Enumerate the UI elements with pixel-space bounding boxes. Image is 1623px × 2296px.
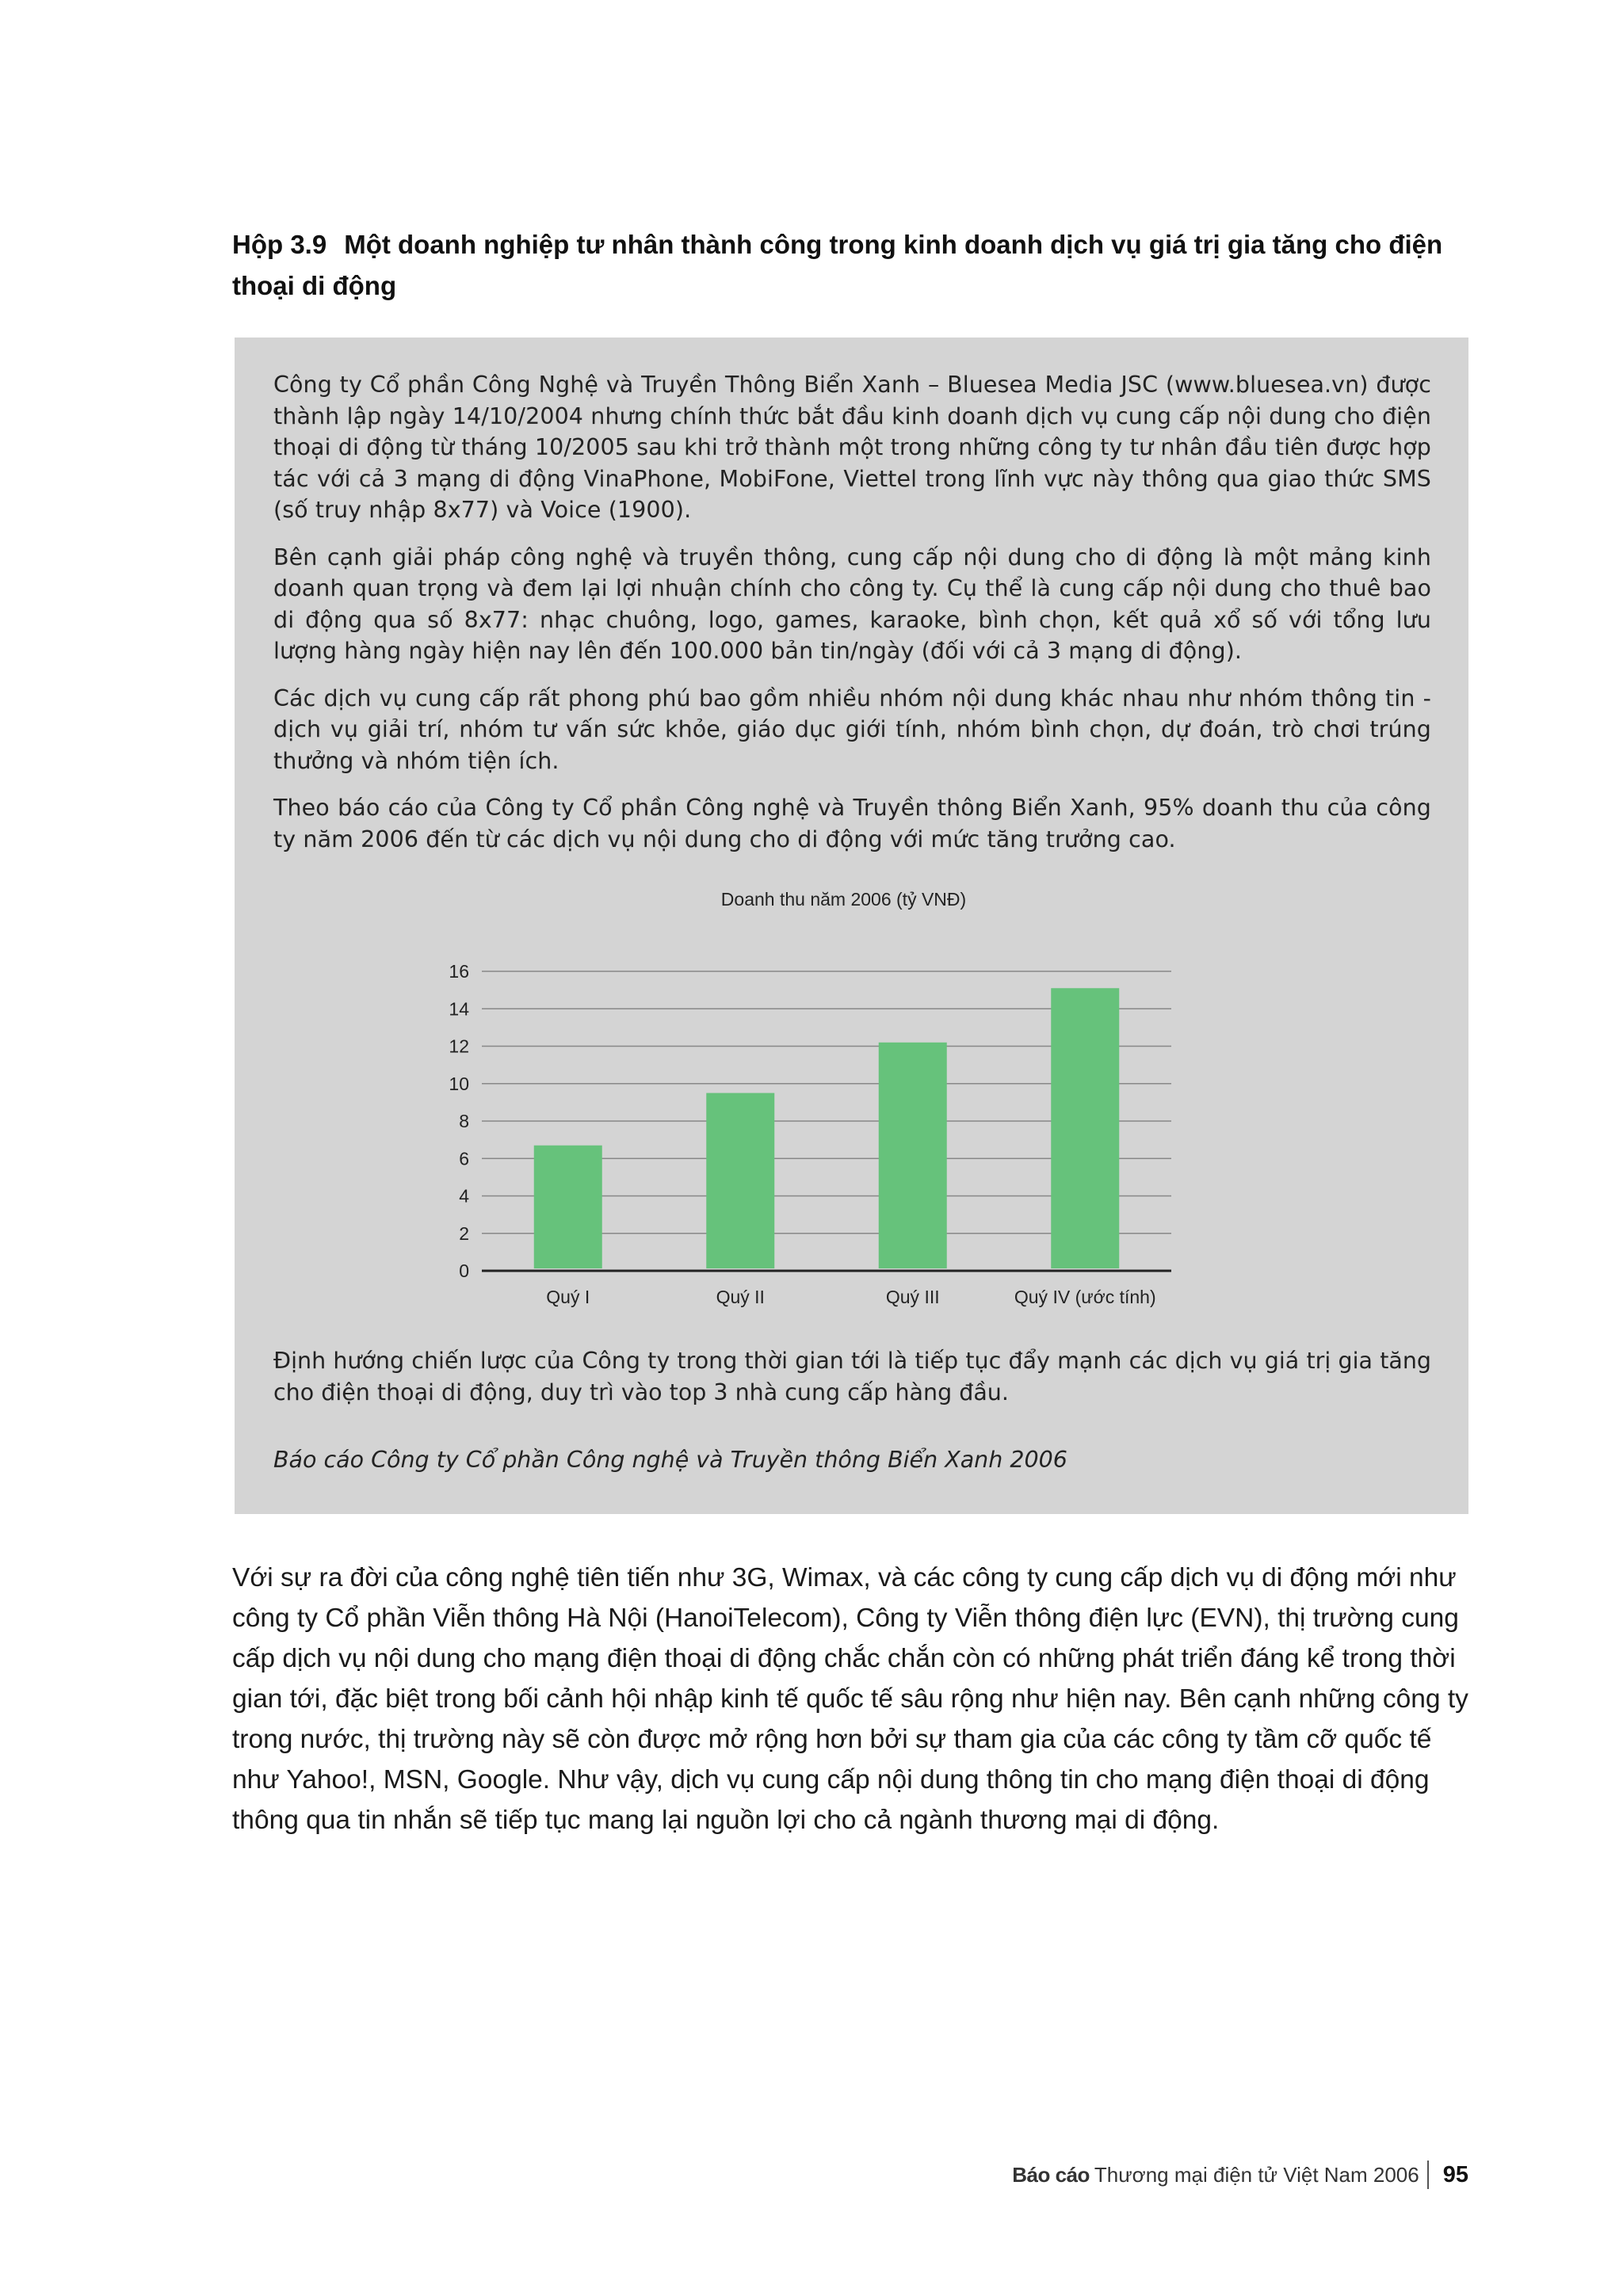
box-paragraph-2: Bên cạnh giải pháp công nghệ và truyền thông, cung cấp nội dung cho di động là một mảng kinh doanh quan trọng và đem lại lợi nhuận chính cho công ty. Cụ thể là cung cấp nội dung cho thuê bao di động qua số 8x77: nhạc chuông, logo, games, karaoke, bình chọn, kết quả xổ số với tổng lưu lượng hàng ngày hiện nay lên đến 100.000 bản tin/ngày (đối với cả 3 mạng di động).	[273, 543, 1431, 664]
y-tick-label: 12	[449, 1035, 469, 1057]
y-tick-label: 2	[459, 1222, 469, 1244]
bar	[534, 1146, 602, 1268]
body-paragraph: Với sự ra đời của công nghệ tiên tiến như 3G, Wimax, và các công ty cung cấp dịch vụ di động mới như công ty Cổ phần Viễn thông Hà Nội (HanoiTelecom), Công ty Viễn thông điện lực (EVN), thị trường cung cấp dịch vụ nội dung cho mạng điện thoại di động chắc chắn còn có những phát triển đáng kể trong thời gian tới, đặc biệt trong bối cảnh hội nhập kinh tế quốc tế sâu rộng như hiện nay. Bên cạnh những công ty trong nước, thị trường này sẽ còn được mở rộng hơn bởi sự tham gia của các công ty tầm cỡ quốc tế như Yahoo!, MSN, Google. Như vậy, dịch vụ cung cấp nội dung thông tin cho mạng điện thoại di động thông qua tin nhắn sẽ tiếp tục mang lại nguồn lợi cho cả ngành thương mại di động.	[232, 1563, 1468, 1835]
revenue-bar-chart	[235, 338, 1468, 1328]
x-tick-label: Quý II	[716, 1287, 765, 1307]
bar	[706, 1093, 774, 1268]
bar	[1051, 988, 1119, 1268]
y-tick-label: 8	[459, 1111, 469, 1131]
x-tick-label: Quý I	[546, 1287, 590, 1307]
y-tick-label: 0	[459, 1261, 469, 1281]
page-number: 95	[1442, 2161, 1468, 2187]
case-study-box	[235, 338, 1468, 1514]
box-number: Hộp 3.9	[232, 230, 327, 259]
y-tick-label: 16	[449, 961, 469, 982]
box-strategy-text: Định hướng chiến lược của Công ty trong thời gian tới là tiếp tục đẩy mạnh các dịch vụ giá trị gia tăng cho điện thoại di động, duy trì vào top 3 nhà cung cấp hàng đầu.	[273, 1348, 1431, 1405]
y-tick-label: 6	[459, 1148, 469, 1169]
y-tick-label: 14	[449, 998, 469, 1020]
chart-title: Doanh thu năm 2006 (tỷ VNĐ)	[720, 889, 967, 910]
y-tick-label: 4	[459, 1185, 469, 1207]
bar	[879, 1043, 947, 1268]
page-footer	[1012, 2161, 1468, 2189]
box-paragraph-3: Các dịch vụ cung cấp rất phong phú bao gồm nhiều nhóm nội dung khác nhau như nhóm thông tin - dịch vụ giải trí, nhóm tư vấn sức khỏe, giáo dục giới tính, nhóm bình chọn, dự đoán, trò chơi trúng thưởng và nhóm tiện ích.	[273, 685, 1431, 774]
box-paragraph-4: Theo báo cáo của Công ty Cổ phần Công nghệ và Truyền thông Biển Xanh, 95% doanh thu của công ty năm 2006 đến từ các dịch vụ nội dung cho di động với mức tăng trưởng cao.	[273, 795, 1431, 852]
footer-report-bold: Báo cáo	[1012, 2162, 1090, 2187]
box-heading	[232, 224, 1484, 307]
box-paragraph-1: Công ty Cổ phần Công Nghệ và Truyền Thông Biển Xanh – Bluesea Media JSC (www.bluesea.vn) được thành lập ngày 14/10/2004 nhưng chính thức bắt đầu kinh doanh dịch vụ cung cấp nội dung cho điện thoại di động từ tháng 10/2005 sau khi trở thành một trong những công ty tư nhân đầu tiên được hợp tác với cả 3 mạng di động VinaPhone, MobiFone, Viettel trong lĩnh vực này thông qua giao thức SMS (số truy nhập 8x77) và Voice (1900).	[273, 372, 1431, 523]
footer-report-title: Thương mại điện tử Việt Nam 2006	[1094, 2162, 1419, 2187]
y-tick-label: 10	[449, 1073, 469, 1094]
x-tick-label: Quý IV (ước tính)	[1014, 1287, 1156, 1307]
x-tick-label: Quý III	[885, 1287, 940, 1307]
box-source: Báo cáo Công ty Cổ phần Công nghệ và Truyền thông Biển Xanh 2006	[273, 1447, 1067, 1473]
footer-divider	[1427, 2161, 1429, 2189]
box-title-text: Một doanh nghiệp tư nhân thành công trong kinh doanh dịch vụ giá trị gia tăng cho điện thoại di động	[232, 230, 1443, 300]
